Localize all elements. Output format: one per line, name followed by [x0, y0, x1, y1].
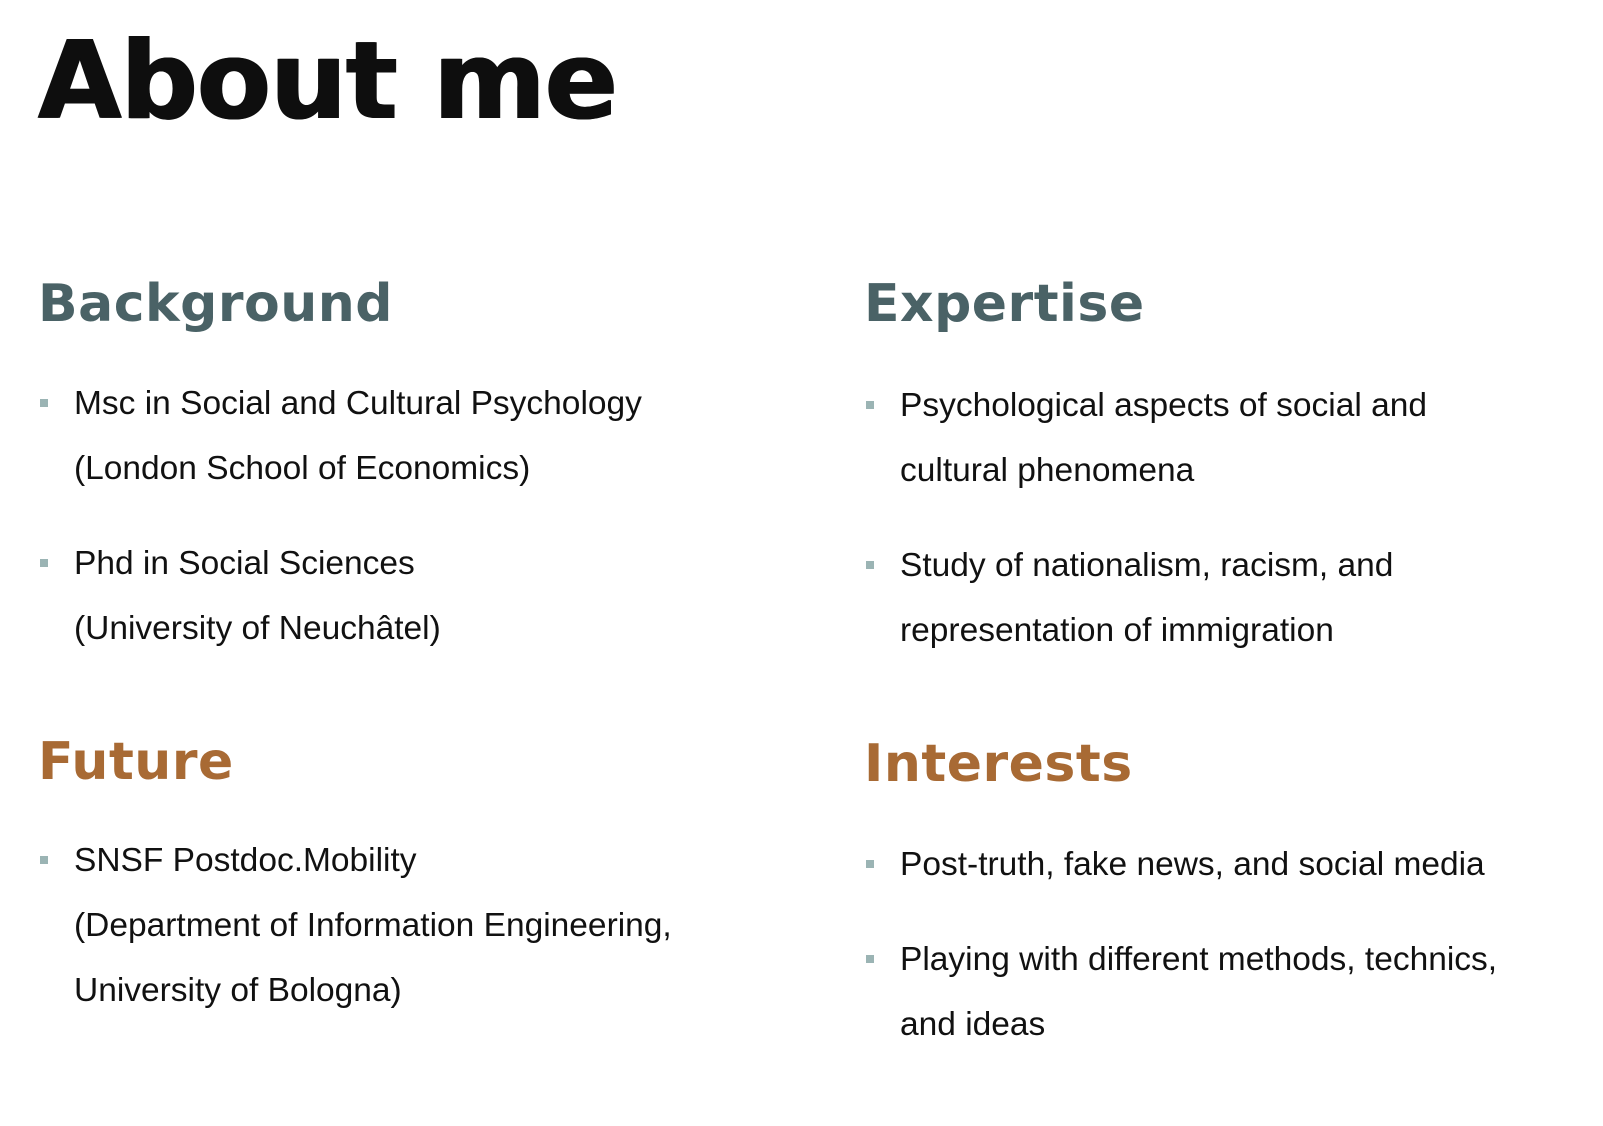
list-item-line: SNSF Postdoc.Mobility: [74, 842, 417, 879]
future-heading: Future: [38, 732, 234, 792]
list-item-line: Playing with different methods, technics,: [900, 941, 1498, 978]
background-list: [38, 371, 758, 661]
future-list: [38, 828, 758, 1023]
square-bullet-icon: [866, 860, 874, 868]
future-section: [38, 732, 758, 1023]
background-section: [38, 274, 758, 661]
expertise-list: [864, 373, 1584, 663]
list-item-line: (Department of Information Engineering,: [74, 907, 672, 944]
list-item-line: (University of Neuchâtel): [74, 610, 441, 647]
list-item: [38, 371, 758, 501]
list-item-line: Phd in Social Sciences: [74, 545, 415, 582]
list-item-line: (London School of Economics): [74, 450, 531, 487]
list-item: [38, 828, 758, 1023]
expertise-heading: Expertise: [864, 274, 1145, 334]
list-item-line: Psychological aspects of social and: [900, 387, 1427, 424]
list-item-line: cultural phenomena: [900, 452, 1195, 489]
list-item-line: representation of immigration: [900, 612, 1334, 649]
interests-section: [864, 734, 1584, 1057]
square-bullet-icon: [40, 559, 48, 567]
square-bullet-icon: [866, 401, 874, 409]
square-bullet-icon: [866, 955, 874, 963]
expertise-section: [864, 274, 1584, 663]
list-item: [38, 531, 758, 661]
square-bullet-icon: [40, 399, 48, 407]
page-title: About me: [38, 19, 617, 144]
list-item-line: University of Bologna): [74, 972, 402, 1009]
list-item-line: Study of nationalism, racism, and: [900, 547, 1394, 584]
list-item-line: and ideas: [900, 1006, 1046, 1043]
background-heading: Background: [38, 274, 393, 334]
list-item: [864, 373, 1584, 503]
square-bullet-icon: [40, 856, 48, 864]
interests-heading: Interests: [864, 734, 1133, 794]
list-item-line: Msc in Social and Cultural Psychology: [74, 385, 642, 422]
list-item-line: Post-truth, fake news, and social media: [900, 846, 1485, 883]
list-item: [864, 927, 1584, 1057]
list-item: [864, 533, 1584, 663]
square-bullet-icon: [866, 561, 874, 569]
interests-list: [864, 832, 1584, 1057]
list-item: [864, 832, 1584, 897]
